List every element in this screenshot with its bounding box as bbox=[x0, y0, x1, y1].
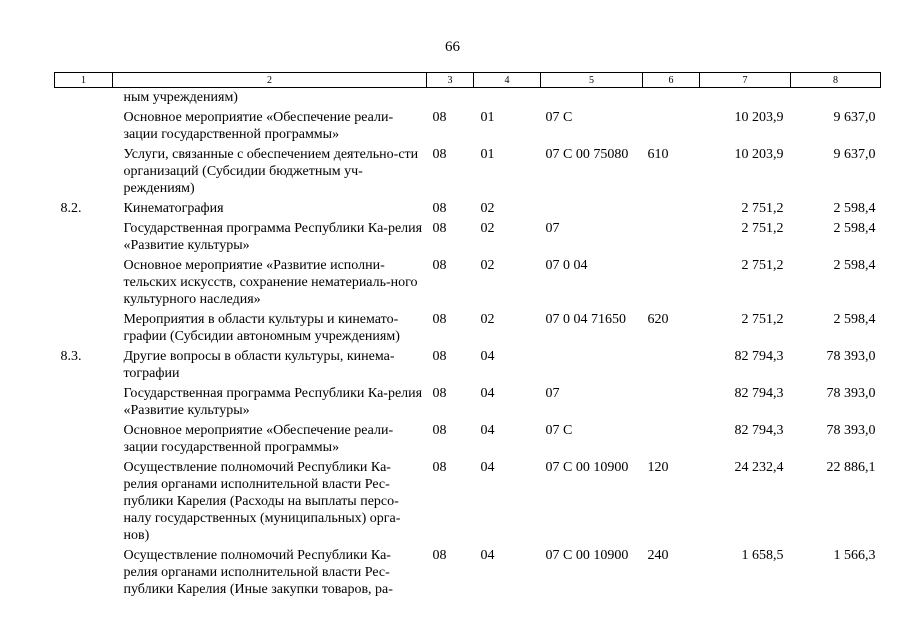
table-row bbox=[55, 88, 881, 107]
amount-second: 2 598,4 bbox=[833, 258, 876, 273]
amount-second: 2 598,4 bbox=[833, 201, 876, 216]
subsection-code: 02 bbox=[480, 258, 495, 273]
row-number bbox=[55, 254, 113, 308]
row-number bbox=[55, 88, 113, 107]
section-code: 08 bbox=[432, 460, 447, 475]
amount-second: 22 886,1 bbox=[826, 460, 876, 475]
row-number bbox=[55, 419, 113, 456]
amount-second: 9 637,0 bbox=[833, 110, 876, 125]
subsection-code: 02 bbox=[480, 221, 495, 236]
column-header: 1 bbox=[55, 73, 113, 88]
budget-table bbox=[54, 72, 881, 598]
section-code: 08 bbox=[432, 258, 447, 273]
target-article-code bbox=[541, 345, 643, 382]
row-number bbox=[55, 544, 113, 598]
column-header: 8 bbox=[791, 73, 881, 88]
table-row bbox=[55, 254, 881, 308]
item-name: Мероприятия в области культуры и кинемато-графии (Субсидии автономным учреждениям) bbox=[123, 312, 400, 344]
row-number bbox=[55, 217, 113, 254]
row-number bbox=[55, 382, 113, 419]
target-article-code: 07 С 00 10900 bbox=[545, 548, 629, 563]
expense-type-code bbox=[643, 217, 700, 254]
row-number bbox=[55, 308, 113, 345]
subsection-code: 01 bbox=[480, 110, 495, 125]
expense-type-code: 120 bbox=[647, 460, 669, 475]
target-article-code: 07 bbox=[545, 221, 560, 236]
section-code: 08 bbox=[432, 386, 447, 401]
expense-type-code bbox=[643, 419, 700, 456]
amount-second: 1 566,3 bbox=[833, 548, 876, 563]
subsection-code: 04 bbox=[480, 423, 495, 438]
row-number: 8.2. bbox=[60, 201, 82, 216]
target-article-code: 07 bbox=[545, 386, 560, 401]
subsection-code: 04 bbox=[480, 349, 495, 364]
column-header: 6 bbox=[643, 73, 700, 88]
expense-type-code: 610 bbox=[647, 147, 669, 162]
column-header: 7 bbox=[700, 73, 791, 88]
column-number-header-row bbox=[55, 73, 881, 88]
expense-type-code: 620 bbox=[647, 312, 669, 327]
table-row bbox=[55, 106, 881, 143]
expense-type-code: 240 bbox=[647, 548, 669, 563]
column-header: 2 bbox=[113, 73, 427, 88]
section-code: 08 bbox=[432, 147, 447, 162]
item-name: Государственная программа Республики Ка-релия «Развитие культуры» bbox=[123, 221, 423, 253]
item-name: Кинематография bbox=[123, 201, 224, 216]
column-header: 5 bbox=[541, 73, 643, 88]
expense-type-code bbox=[643, 88, 700, 107]
amount-second bbox=[791, 88, 881, 107]
item-name: Услуги, связанные с обеспечением деятельно-сти организаций (Субсидии бюджетным уч-реждениям) bbox=[123, 147, 419, 196]
section-code: 08 bbox=[432, 349, 447, 364]
amount-first: 82 794,3 bbox=[734, 423, 784, 438]
amount-first: 82 794,3 bbox=[734, 386, 784, 401]
section-code: 08 bbox=[432, 312, 447, 327]
subsection-code: 02 bbox=[480, 312, 495, 327]
expense-type-code bbox=[643, 106, 700, 143]
amount-first: 2 751,2 bbox=[741, 221, 784, 236]
table-row bbox=[55, 197, 881, 217]
target-article-code: 07 С 00 75080 bbox=[545, 147, 629, 162]
amount-second: 9 637,0 bbox=[833, 147, 876, 162]
amount-first: 2 751,2 bbox=[741, 312, 784, 327]
table-row bbox=[55, 544, 881, 598]
target-article-code: 07 С bbox=[545, 110, 573, 125]
amount-first: 2 751,2 bbox=[741, 201, 784, 216]
item-name: Основное мероприятие «Обеспечение реали-зации государственной программы» bbox=[123, 423, 394, 455]
target-article-code: 07 С 00 10900 bbox=[545, 460, 629, 475]
subsection-code bbox=[474, 88, 541, 107]
section-code bbox=[427, 88, 474, 107]
expense-type-code bbox=[643, 382, 700, 419]
amount-first: 10 203,9 bbox=[734, 110, 784, 125]
table-row bbox=[55, 419, 881, 456]
target-article-code: 07 0 04 71650 bbox=[545, 312, 626, 327]
amount-first bbox=[700, 88, 791, 107]
item-name: Основное мероприятие «Развитие исполни-тельских искусств, сохранение нематериаль-ного культурного наследия» bbox=[123, 258, 418, 307]
row-number bbox=[55, 106, 113, 143]
row-number bbox=[55, 456, 113, 544]
section-code: 08 bbox=[432, 548, 447, 563]
column-header: 3 bbox=[427, 73, 474, 88]
expense-type-code bbox=[643, 197, 700, 217]
subsection-code: 01 bbox=[480, 147, 495, 162]
table-row bbox=[55, 345, 881, 382]
amount-second: 2 598,4 bbox=[833, 312, 876, 327]
section-code: 08 bbox=[432, 110, 447, 125]
page-number: 66 bbox=[445, 39, 460, 55]
column-header: 4 bbox=[474, 73, 541, 88]
section-code: 08 bbox=[432, 423, 447, 438]
table-row bbox=[55, 217, 881, 254]
section-code: 08 bbox=[432, 221, 447, 236]
row-number: 8.3. bbox=[60, 349, 82, 364]
expense-type-code bbox=[643, 345, 700, 382]
subsection-code: 02 bbox=[480, 201, 495, 216]
target-article-code: 07 С bbox=[545, 423, 573, 438]
amount-first: 2 751,2 bbox=[741, 258, 784, 273]
target-article-code bbox=[541, 88, 643, 107]
subsection-code: 04 bbox=[480, 548, 495, 563]
section-code: 08 bbox=[432, 201, 447, 216]
item-name: Осуществление полномочий Республики Ка-релия органами исполнительной власти Рес-публики Карелия (Иные закупки товаров, ра- bbox=[123, 548, 393, 597]
amount-second: 78 393,0 bbox=[826, 423, 876, 438]
expense-type-code bbox=[643, 254, 700, 308]
amount-second: 2 598,4 bbox=[833, 221, 876, 236]
item-name: ным учреждениям) bbox=[123, 90, 238, 105]
target-article-code bbox=[541, 197, 643, 217]
amount-first: 1 658,5 bbox=[741, 548, 784, 563]
amount-first: 10 203,9 bbox=[734, 147, 784, 162]
amount-first: 82 794,3 bbox=[734, 349, 784, 364]
amount-second: 78 393,0 bbox=[826, 349, 876, 364]
table-row bbox=[55, 456, 881, 544]
table-row bbox=[55, 143, 881, 197]
table-row bbox=[55, 382, 881, 419]
row-number bbox=[55, 143, 113, 197]
item-name: Другие вопросы в области культуры, кинема-тографии bbox=[123, 349, 395, 381]
item-name: Осуществление полномочий Республики Ка-релия органами исполнительной власти Рес-публики Карелия (Расходы на выплаты персо-налу государственных (муниципальных) орга-нов) bbox=[123, 460, 401, 543]
subsection-code: 04 bbox=[480, 460, 495, 475]
table-row bbox=[55, 308, 881, 345]
target-article-code: 07 0 04 bbox=[545, 258, 588, 273]
item-name: Государственная программа Республики Ка-релия «Развитие культуры» bbox=[123, 386, 423, 418]
subsection-code: 04 bbox=[480, 386, 495, 401]
amount-second: 78 393,0 bbox=[826, 386, 876, 401]
item-name: Основное мероприятие «Обеспечение реали-зации государственной программы» bbox=[123, 110, 394, 142]
amount-first: 24 232,4 bbox=[734, 460, 784, 475]
